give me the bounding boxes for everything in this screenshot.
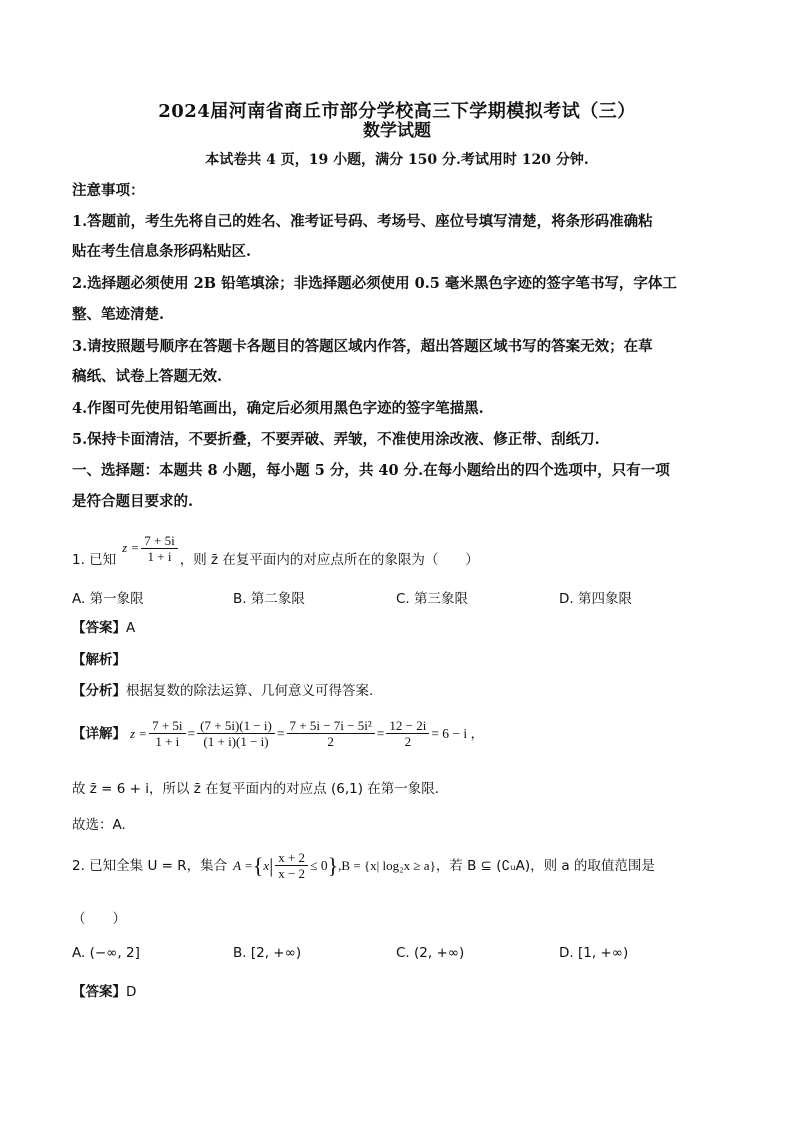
detail-tail: = 6 − i ， [431,725,485,741]
set-a-condition: ≤ 0 [310,857,328,873]
fraction-denominator: 2 [327,734,334,749]
right-brace: } [327,852,339,878]
option-b: B. [2, +∞) [233,945,302,961]
question-1-suffix: ，则 z̄ 在复平面内的对应点所在的象限为（ ） [179,552,479,568]
conclusion-line: 故 z̄ = 6 + i，所以 z̄ 在复平面内的对应点 (6,1) 在第一象限. [72,781,440,797]
equals-sign: = [276,725,285,741]
answer-line-2 [72,982,136,1002]
detail-fraction-1 [149,718,185,749]
fraction-denominator: x − 2 [278,866,306,881]
equals-sign: = [376,725,385,741]
bar-separator: | [269,854,274,877]
fraction-numerator: x + 2 [275,850,308,866]
exam-intro: 本试卷共 4 页，19 小题，满分 150 分.考试用时 120 分钟. [205,152,589,168]
left-brace: { [252,852,264,878]
notice-line: 3.请按照题号顺序在答题卡各题目的答题区域内作答，超出答题区域书写的答案无效；在草 [72,338,653,355]
option-a: A. (−∞, 2] [72,945,140,961]
question-2-paren: （ ） [72,911,126,927]
fraction-numerator: 7 + 5i − 7i − 5i² [287,718,375,734]
question-2-prefix: 2. 已知全集 U = R，集合 [72,857,228,874]
notice-line: 稿纸、试卷上答题无效. [72,368,223,385]
detail-fraction-4 [386,718,429,749]
set-b: ,B = {x| log₂x ≥ a} [338,857,436,873]
detail-z: z = [130,725,148,741]
answer-value: D [126,984,137,1000]
fraction-denominator: 1 + i [147,548,172,564]
notice-line: 2.选择题必须使用 2B 铅笔填涂；非选择题必须使用 0.5 毫米黑色字迹的签字笔书写，字体工 [72,275,677,292]
answer-tag: 【答案】 [72,620,126,636]
detail-line [72,718,484,749]
detail-tag: 【详解】 [72,725,126,742]
fraction-numerator: (7 + 5i)(1 − i) [197,718,275,734]
section-heading: 一、选择题：本题共 8 小题，每小题 5 分，共 40 分.在每小题给出的四个选项中，只有一项 [72,462,670,479]
fenxi-text: 根据复数的除法运算、几何意义可得答案. [126,683,374,699]
option-d: D. [1, +∞) [559,945,629,961]
question-1-fraction [141,533,177,564]
fraction-denominator: 2 [404,734,412,749]
choose-line: 故选：A. [72,817,126,833]
notice-line: 5.保持卡面清洁，不要折叠，不要弄破、弄皱，不准使用涂改液、修正带、刮纸刀. [72,431,600,448]
analysis-tag: 【解析】 [72,652,126,668]
option-a: A. 第一象限 [72,591,144,607]
page-subtitle: 数学试题 [363,121,431,141]
fraction-numerator: 7 + 5i [141,533,177,549]
option-d: D. 第四象限 [559,591,632,607]
option-c: C. 第三象限 [396,591,469,607]
answer-value: A [126,620,136,636]
notice-line: 贴在考生信息条形码粘贴区. [72,243,252,260]
answer-tag: 【答案】 [72,984,126,1000]
question-2 [72,850,655,881]
fenxi-line [72,681,373,701]
set-a-var: x [263,857,270,873]
detail-fraction-3 [287,718,375,749]
question-1-prefix: 1. 已知 [72,552,117,568]
notice-heading: 注意事项： [72,182,145,199]
notice-line: 整、笔迹清楚. [72,306,165,323]
section-heading-cont: 是符合题目要求的. [72,493,194,510]
fraction-numerator: 12 − 2i [386,718,429,734]
option-c: C. (2, +∞) [396,945,465,961]
answer-line [72,618,135,638]
question-2-mid: ，若 B ⊆ (∁ᵤA)，则 a 的取值范围是 [435,857,655,874]
equals-sign: = [187,725,196,741]
fenxi-tag: 【分析】 [72,683,126,699]
set-a-label: A = [233,857,253,873]
option-b: B. 第二象限 [233,591,305,607]
fraction-denominator: 1 + i [155,734,180,749]
z-equals: z = [122,540,140,555]
fraction-numerator: 7 + 5i [149,718,185,734]
detail-fraction-2 [197,718,275,749]
notice-line: 4.作图可先使用铅笔画出，确定后必须用黑色字迹的签字笔描黑. [72,400,484,417]
question-2-fraction [275,850,308,881]
notice-line: 1.答题前，考生先将自己的姓名、准考证号码、考场号、座位号填写清楚，将条形码准确粘 [72,213,653,230]
fraction-denominator: (1 + i)(1 − i) [203,734,269,749]
page-title: 2024届河南省商丘市部分学校高三下学期模拟考试（三） [158,101,636,122]
question-1 [72,526,479,570]
